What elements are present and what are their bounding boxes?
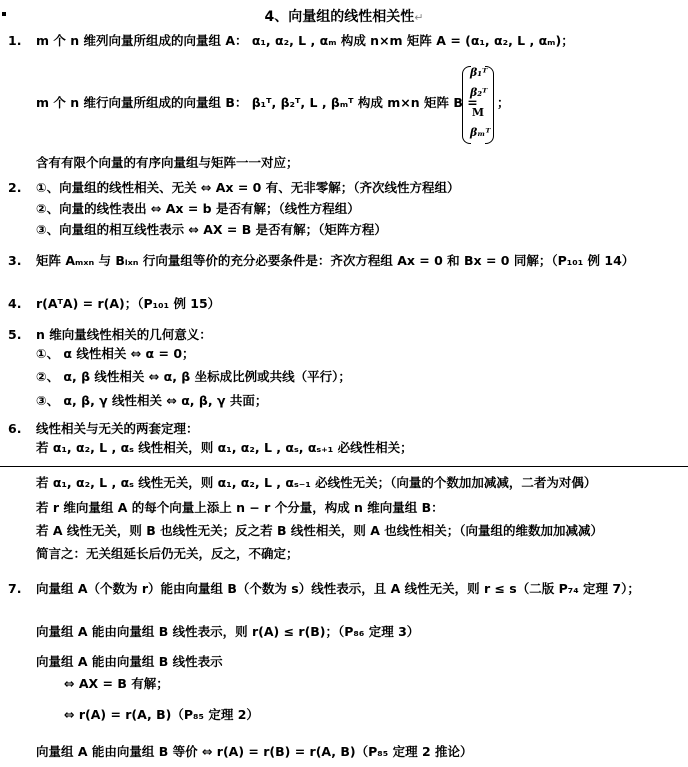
matrix-tail: ； — [497, 95, 510, 110]
item-1-line-2: m 个 n 维行向量所组成的向量组 B： β₁ᵀ, β₂ᵀ, L , βₘᵀ 构成 m×n 矩阵 B = — [36, 95, 478, 110]
item-2-line-2: ②、向量的线性表出 ⇔ Ax = b 是否有解；（线性方程组） — [36, 201, 360, 216]
item-5-line-2: ①、 α 线性相关 ⇔ α = 0； — [36, 346, 195, 361]
return-mark-icon: ↵ — [414, 11, 424, 24]
page-title — [0, 6, 688, 26]
item-1-line-1: m 个 n 维列向量所组成的向量组 A： α₁, α₂, L , αₘ 构成 n×m 矩阵 A = (α₁, α₂, L , αₘ)； — [36, 33, 574, 48]
item-7-line-1: 向量组 A（个数为 r）能由向量组 B（个数为 s）线性表示，且 A 线性无关，则 r ≤ s（二版 P₇₄ 定理 7）； — [36, 581, 640, 596]
title-text: 4、向量组的线性相关性 — [264, 9, 415, 25]
page-break-line — [0, 466, 688, 467]
item-number: 1. — [8, 33, 22, 48]
item-6-line-5: 若 A 线性无关，则 B 也线性无关；反之若 B 线性相关，则 A 也线性相关；（向量组的维数加加减减） — [36, 523, 603, 538]
item-6-line-2: 若 α₁, α₂, L , αₛ 线性相关，则 α₁, α₂, L , αₛ, αₛ₊₁ 必线性相关； — [36, 440, 413, 455]
item-7-line-2: 向量组 A 能由向量组 B 线性表示，则 r(A) ≤ r(B)；（P₈₆ 定理 3） — [36, 624, 420, 639]
item-5-line-1: n 维向量线性相关的几何意义： — [36, 327, 212, 342]
item-6-line-1: 线性相关与无关的两套定理： — [36, 421, 199, 436]
matrix-cell: M — [471, 106, 485, 119]
item-number: 6. — [8, 421, 22, 436]
item-7-line-4: ⇔ AX = B 有解； — [64, 676, 169, 691]
item-2-line-3: ③、向量组的相互线性表示 ⇔ AX = B 是否有解；（矩阵方程） — [36, 222, 387, 237]
item-6-line-6: 简言之：无关组延长后仍无关，反之，不确定； — [36, 546, 299, 561]
item-number: 2. — [8, 180, 22, 195]
item-3-line-1: 矩阵 Aₘₓₙ 与 Bₗₓₙ 行向量组等价的充分必要条件是：齐次方程组 Ax = 0 和 Bx = 0 同解；（P₁₀₁ 例 14） — [36, 253, 635, 268]
item-number: 7. — [8, 581, 22, 596]
item-7-line-6: 向量组 A 能由向量组 B 等价 ⇔ r(A) = r(B) = r(A, B)（P₈₅ 定理 2 推论） — [36, 744, 473, 759]
item-number: 5. — [8, 327, 22, 342]
item-5-line-4: ③、 α, β, γ 线性相关 ⇔ α, β, γ 共面； — [36, 393, 268, 408]
item-2-line-1: ①、向量组的线性相关、无关 ⇔ Ax = 0 有、无非零解；（齐次线性方程组） — [36, 180, 460, 195]
matrix-cell: βₘᵀ — [470, 126, 491, 139]
item-number: 3. — [8, 253, 22, 268]
item-number: 4. — [8, 296, 22, 311]
item-7-line-5: ⇔ r(A) = r(A, B)（P₈₅ 定理 2） — [64, 707, 259, 722]
item-5-line-3: ②、 α, β 线性相关 ⇔ α, β 坐标成比例或共线（平行）； — [36, 369, 351, 384]
item-1-line-3: 含有有限个向量的有序向量组与矩阵一一对应； — [36, 155, 299, 170]
matrix-cell: β₁ᵀ — [470, 66, 488, 79]
item-4-line-1: r(AᵀA) = r(A)；（P₁₀₁ 例 15） — [36, 296, 221, 311]
matrix-cell: β₂ᵀ — [470, 86, 488, 99]
item-6-line-4: 若 r 维向量组 A 的每个向量上添上 n − r 个分量，构成 n 维向量组 B： — [36, 500, 444, 515]
item-7-line-3: 向量组 A 能由向量组 B 线性表示 — [36, 654, 223, 669]
matrix-b — [462, 66, 494, 144]
item-6-line-3: 若 α₁, α₂, L , αₛ 线性无关，则 α₁, α₂, L , αₛ₋₁ 必线性无关；（向量的个数加加减减，二者为对偶） — [36, 475, 597, 490]
